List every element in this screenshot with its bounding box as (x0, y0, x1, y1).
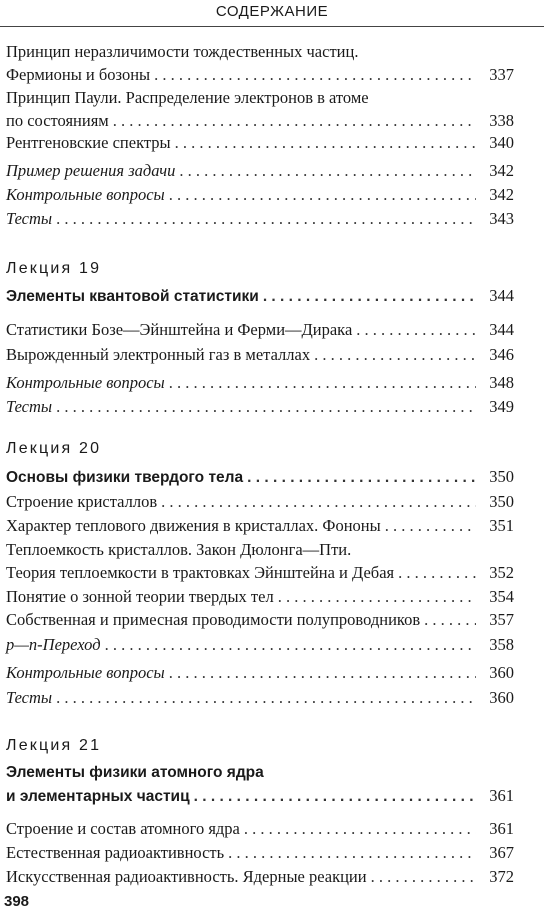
toc-entry[interactable] (6, 865, 514, 888)
toc-entry[interactable] (6, 395, 514, 418)
toc-entry[interactable] (6, 40, 514, 86)
toc-page-number: 357 (489, 610, 514, 629)
toc-entry[interactable] (6, 538, 514, 584)
leader-dots (371, 865, 476, 888)
toc-page-number: 348 (489, 373, 514, 392)
toc-page-number: 372 (489, 867, 514, 886)
toc-page-number: 346 (489, 345, 514, 364)
toc-entry-title: Контрольные вопросы (6, 373, 165, 392)
toc-entry[interactable] (6, 131, 514, 154)
leader-dots (56, 395, 476, 418)
toc-entry-line: Принцип Паули. Распределение электронов в атоме (6, 88, 369, 107)
toc-page-number: 360 (489, 663, 514, 682)
toc-entry[interactable] (6, 159, 514, 182)
toc-entry[interactable] (6, 817, 514, 840)
lecture-label: Лекция 20 (6, 440, 102, 457)
toc-page-number: 349 (489, 397, 514, 416)
leader-dots (356, 318, 476, 341)
chapter-title-entry[interactable] (6, 465, 514, 489)
toc-entry-title: Фермионы и бозоны (6, 65, 151, 84)
leader-dots (175, 131, 476, 154)
toc-entry-title: Теория теплоемкости в трактовках Эйнштейна и Дебая (6, 563, 395, 582)
chapter-title: Элементы квантовой статистики (6, 288, 259, 305)
toc-entry[interactable] (6, 318, 514, 341)
toc-entry[interactable] (6, 514, 514, 537)
toc-page-number: 352 (489, 563, 514, 582)
leader-dots (314, 343, 476, 366)
toc-entry[interactable] (6, 343, 514, 366)
leader-dots (154, 63, 476, 86)
toc-entry-title: Статистики Бозе—Эйнштейна и Ферми—Дирака (6, 320, 353, 339)
toc-entry[interactable] (6, 371, 514, 394)
toc-entry-title: Пример решения задачи (6, 161, 176, 180)
toc-page-number: 358 (489, 635, 514, 654)
toc-page-number: 338 (489, 111, 514, 130)
toc-entry-title: Собственная и примесная проводимости полупроводников (6, 610, 421, 629)
toc-entry-title: Контрольные вопросы (6, 663, 165, 682)
toc-page-number: 343 (489, 209, 514, 228)
toc-page-number: 351 (489, 516, 514, 535)
toc-page-number: 360 (489, 688, 514, 707)
toc-entry[interactable] (6, 183, 514, 206)
toc-page-number: 340 (489, 133, 514, 152)
leader-dots (228, 841, 476, 864)
toc-page-number: 337 (489, 65, 514, 84)
lecture-label: Лекция 19 (6, 260, 102, 277)
leader-dots (194, 785, 476, 808)
leader-dots (278, 585, 476, 608)
toc-entry[interactable] (6, 585, 514, 608)
running-header: СОДЕРЖАНИЕ (215, 3, 329, 20)
chapter-title: и элементарных частиц (6, 788, 190, 805)
leader-dots (263, 285, 476, 308)
toc-page-number: 350 (489, 467, 514, 486)
toc-page-number: 361 (489, 786, 514, 805)
toc-entry[interactable] (6, 608, 514, 631)
leader-dots (105, 633, 476, 656)
chapter-title-line: Элементы физики атомного ядра (6, 764, 264, 781)
toc-entry-title: Тесты (6, 397, 53, 416)
leader-dots (244, 817, 476, 840)
toc-entry-title: по состояниям (6, 111, 109, 130)
toc-entry-title: Понятие о зонной теории твердых тел (6, 587, 274, 606)
chapter-title-entry[interactable] (6, 284, 514, 308)
toc-entry-title: Вырожденный электронный газ в металлах (6, 345, 311, 364)
toc-page-number: 350 (489, 492, 514, 511)
toc-page-number: 344 (489, 320, 514, 339)
chapter-title-entry[interactable] (6, 761, 514, 808)
page-number: 398 (4, 893, 30, 910)
leader-dots (56, 686, 476, 709)
toc-page-number: 342 (489, 161, 514, 180)
toc-entry-title: Строение и состав атомного ядра (6, 819, 240, 838)
chapter-title: Основы физики твердого тела (6, 469, 244, 486)
leader-dots (113, 109, 476, 132)
leader-dots (179, 159, 476, 182)
toc-entry[interactable] (6, 207, 514, 230)
leader-dots (169, 183, 476, 206)
leader-dots (385, 514, 476, 537)
toc-entry[interactable] (6, 661, 514, 684)
toc-page-number: 367 (489, 843, 514, 862)
toc-entry[interactable] (6, 686, 514, 709)
lecture-label: Лекция 21 (6, 737, 102, 754)
toc-entry-title: Характер теплового движения в кристаллах. Фононы (6, 516, 381, 535)
header-rule (0, 26, 544, 27)
toc-entry-title: Рентгеновские спектры (6, 133, 171, 152)
toc-entry-title: Тесты (6, 209, 53, 228)
toc-entry-line: Принцип неразличимости тождественных частиц. (6, 42, 359, 61)
toc-entry[interactable] (6, 86, 514, 132)
toc-entry-title: p—n-Переход (6, 635, 101, 654)
toc-entry-title: Искусственная радиоактивность. Ядерные реакции (6, 867, 367, 886)
leader-dots (169, 371, 476, 394)
leader-dots (169, 661, 476, 684)
leader-dots (247, 466, 476, 489)
toc-entry[interactable] (6, 841, 514, 864)
toc-entry-title: Строение кристаллов (6, 492, 158, 511)
toc-entry[interactable] (6, 490, 514, 513)
leader-dots (398, 561, 476, 584)
leader-dots (424, 608, 476, 631)
toc-entry-line: Теплоемкость кристаллов. Закон Дюлонга—Пти. (6, 540, 352, 559)
toc-page-number: 344 (489, 286, 514, 305)
leader-dots (161, 490, 476, 513)
toc-entry[interactable] (6, 633, 514, 656)
toc-entry-title: Контрольные вопросы (6, 185, 165, 204)
toc-page-number: 361 (489, 819, 514, 838)
toc-entry-title: Естественная радиоактивность (6, 843, 225, 862)
toc-page-number: 342 (489, 185, 514, 204)
toc-page-number: 354 (489, 587, 514, 606)
leader-dots (56, 207, 476, 230)
toc-entry-title: Тесты (6, 688, 53, 707)
